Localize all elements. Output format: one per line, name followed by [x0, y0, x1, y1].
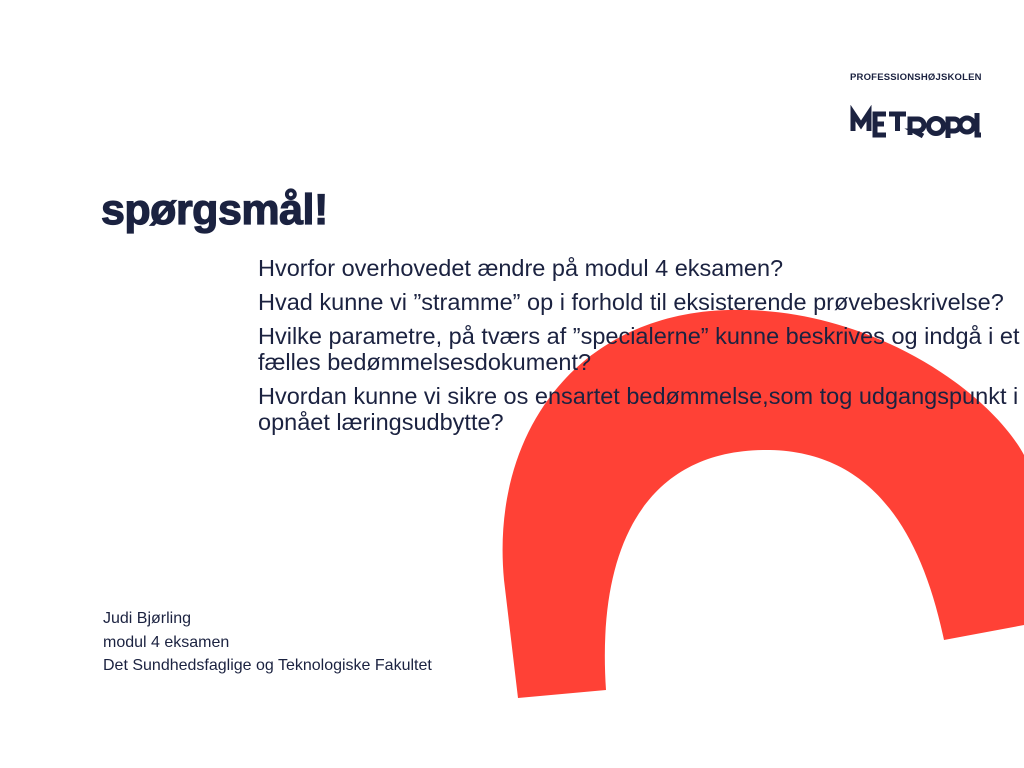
question-item: Hvordan kunne vi sikre os ensartet bedømmelse,som tog udgangspunkt i opnået læringsudbytte? [258, 383, 1019, 435]
metropol-logo [850, 72, 990, 141]
footer-faculty: Det Sundhedsfaglige og Teknologiske Fakultet [103, 657, 432, 674]
question-item: Hvad kunne vi ”stramme” op i forhold til eksisterende prøvebeskrivelse? [258, 289, 1004, 315]
logo-wordmark [850, 105, 982, 141]
slide-footer [103, 607, 432, 678]
logo-name: METROPOL [850, 105, 856, 106]
logo-subtitle: PROFESSIONSHØJSKOLEN [850, 72, 982, 83]
question-item: Hvilke parametre, på tværs af ”specialerne” kunne beskrives og indgå i et fælles bedømmelsesdokument? [258, 323, 1020, 375]
slide-title: spørgsmål! [101, 186, 328, 234]
question-item: Hvorfor overhovedet ændre på modul 4 eksamen? [258, 255, 784, 281]
question-list [258, 255, 1024, 443]
footer-author: Judi Bjørling [103, 610, 192, 627]
footer-course: modul 4 eksamen [103, 633, 230, 651]
